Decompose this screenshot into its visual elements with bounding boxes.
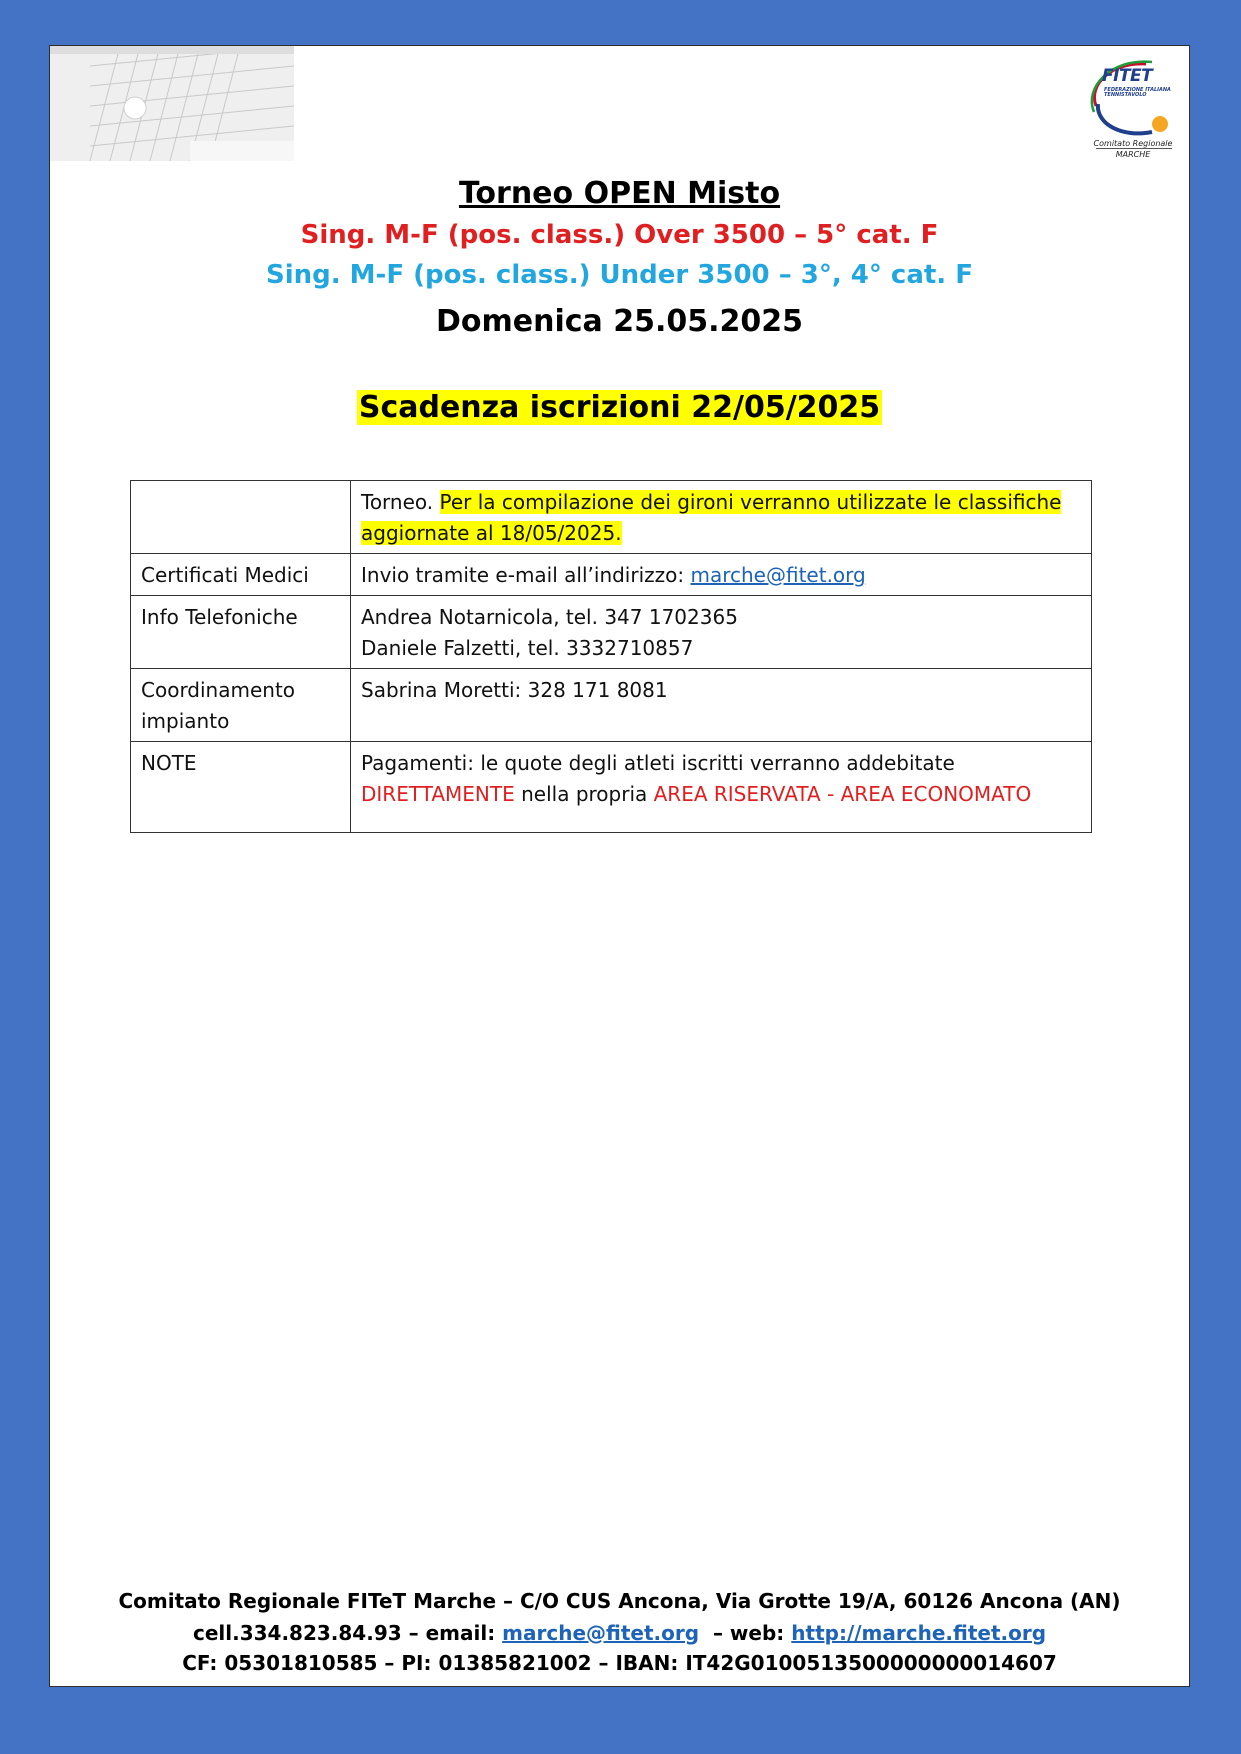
medical-text: Invio tramite e-mail all’indirizzo: (361, 563, 691, 587)
footer-web-label: – web: (699, 1621, 792, 1645)
phone-contact-2: Daniele Falzetti, tel. 3332710857 (361, 636, 694, 660)
table-row (131, 742, 1092, 833)
note-red-2: AREA RISERVATA - AREA ECONOMATO (653, 782, 1032, 806)
table-tennis-net-image (50, 46, 294, 161)
logo-region: MARCHE (1115, 150, 1151, 159)
table-row (131, 481, 1092, 554)
table-row (131, 554, 1092, 596)
footer-cell: cell.334.823.84.93 – email: (192, 1621, 503, 1645)
phone-contact-1: Andrea Notarnicola, tel. 347 1702365 (361, 605, 738, 629)
row-value (351, 481, 1092, 554)
table-row (131, 596, 1092, 669)
row-label (131, 481, 351, 554)
rankings-note: Per la compilazione dei gironi verranno utilizzate le classifiche aggiornate al 18/05/2025. (361, 490, 1062, 545)
document-title: Torneo OPEN Misto (458, 176, 781, 211)
logo-subtitle: FEDERAZIONE ITALIANA TENNISTAVOLO (1104, 87, 1171, 98)
note-text-2: nella propria (514, 782, 654, 806)
category-under-line: Sing. M-F (pos. class.) Under 3500 – 3°, 4° cat. F (265, 260, 973, 290)
note-red-1: DIRETTAMENTE (361, 782, 515, 806)
row-label: Coordinamento impianto (131, 669, 351, 742)
table-row (131, 669, 1092, 742)
document-page (49, 45, 1190, 1687)
tournament-prefix: Torneo. (361, 490, 440, 514)
row-label: Info Telefoniche (131, 596, 351, 669)
category-over-line: Sing. M-F (pos. class.) Over 3500 – 5° cat. F (300, 220, 939, 250)
logo-title: FITET (1102, 66, 1153, 86)
footer-address: Comitato Regionale FITeT Marche – C/O CUS Ancona, Via Grotte 19/A, 60126 Ancona (AN) (118, 1589, 1121, 1613)
event-date: Domenica 25.05.2025 (435, 304, 804, 339)
row-value (351, 742, 1092, 833)
info-table (130, 480, 1092, 833)
row-value: Sabrina Moretti: 328 171 8081 (351, 669, 1092, 742)
medical-email-link[interactable]: marche@fitet.org (690, 563, 866, 587)
footer-fiscal: CF: 05301810585 – PI: 01385821002 – IBAN: IT42G0100513500000000014607 (182, 1651, 1057, 1675)
footer-contacts (50, 1621, 1189, 1645)
fitet-logo (1082, 54, 1184, 158)
row-label: NOTE (131, 742, 351, 833)
footer-email-link[interactable]: marche@fitet.org (502, 1621, 700, 1645)
registration-deadline: Scadenza iscrizioni 22/05/2025 (358, 390, 881, 425)
row-label: Certificati Medici (131, 554, 351, 596)
row-value (351, 554, 1092, 596)
logo-committee: Comitato Regionale (1093, 139, 1173, 148)
row-value (351, 596, 1092, 669)
logo-rule (1096, 148, 1172, 149)
note-text-1: Pagamenti: le quote degli atleti iscritti verranno addebitate (361, 751, 955, 775)
deadline-wrapper (50, 390, 1189, 425)
footer-web-link[interactable]: http://marche.fitet.org (791, 1621, 1047, 1645)
